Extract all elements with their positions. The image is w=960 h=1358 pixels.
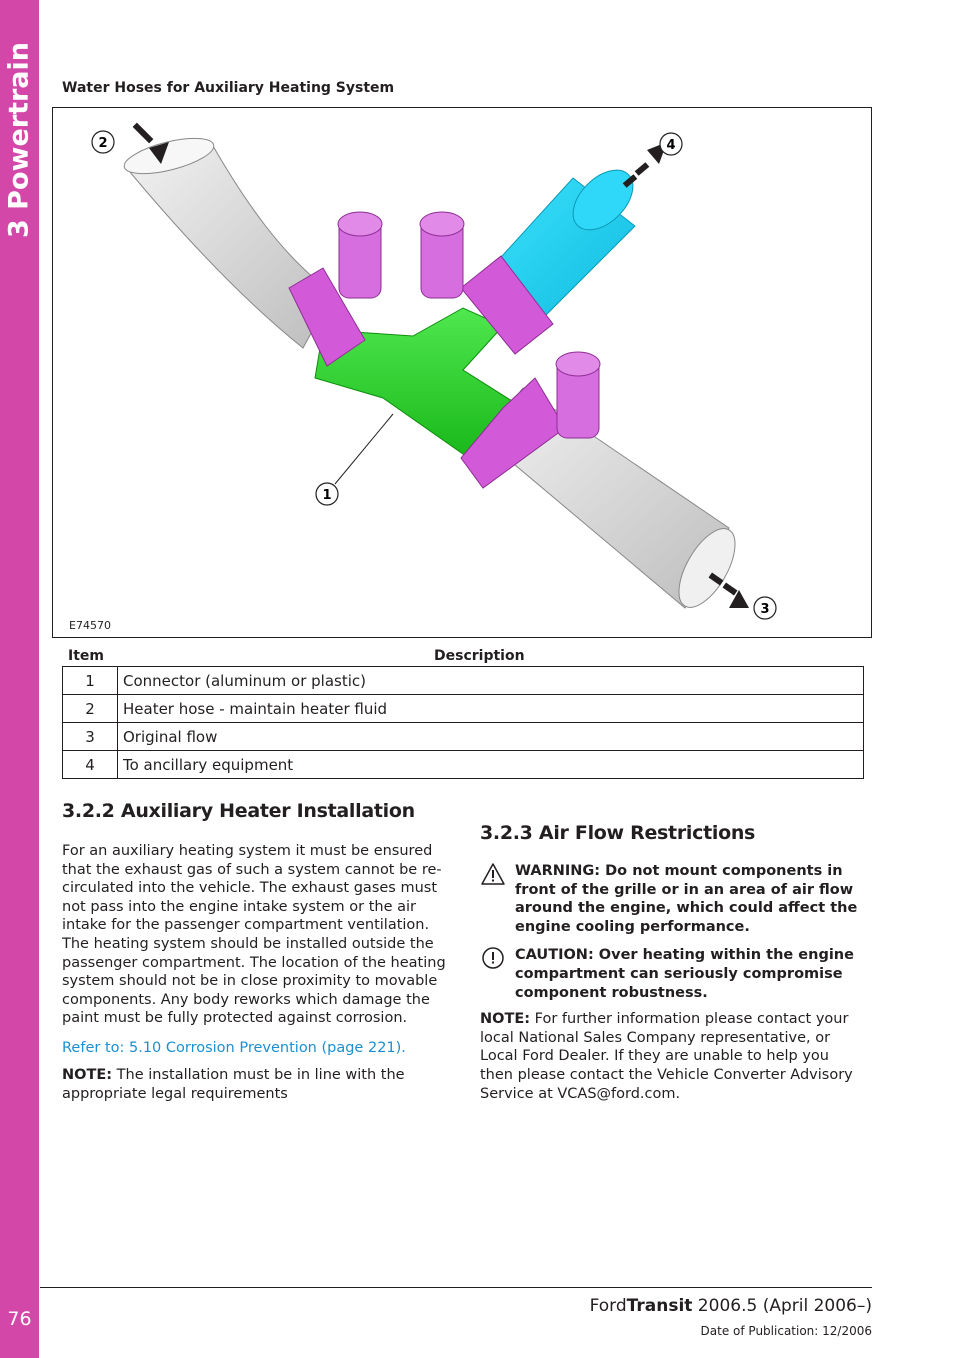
air-flow-section xyxy=(480,822,866,1103)
hose-diagram xyxy=(52,107,872,638)
note-text: For further information please contact your local National Sales Company representative, or Local Ford Dealer. If they are unable to help you then please contact the Vehicle Converter Advisory Service at VCAS@ford.com. xyxy=(480,1011,853,1102)
brand-suffix: 2006.5 (April 2006–) xyxy=(692,1296,872,1316)
publication-date: Date of Publication: 12/2006 xyxy=(700,1324,872,1338)
footer-divider xyxy=(40,1287,872,1288)
item-description: Heater hose - maintain heater fluid xyxy=(118,695,864,723)
table-header-item: Item xyxy=(68,648,104,664)
table-row xyxy=(63,723,864,751)
brand-model: Transit xyxy=(626,1296,693,1316)
item-number: 2 xyxy=(63,695,118,723)
callout-1-label: 1 xyxy=(322,488,332,503)
section-heading: 3.2.3 Air Flow Restrictions xyxy=(480,822,756,844)
page-number: 76 xyxy=(7,1308,32,1330)
installation-section xyxy=(62,800,450,1103)
corrosion-reference-link[interactable]: Refer to: 5.10 Corrosion Prevention (page 221). xyxy=(62,1039,406,1056)
warning-icon xyxy=(480,862,506,886)
item-number: 1 xyxy=(63,667,118,695)
flow-arrow-out-ancillary xyxy=(623,142,667,188)
table-header-description: Description xyxy=(434,648,525,664)
callout-4-label: 4 xyxy=(666,138,676,153)
callout-2-label: 2 xyxy=(98,136,108,151)
item-description: Original flow xyxy=(118,723,864,751)
item-description-table xyxy=(62,666,864,779)
warning-text: WARNING: Do not mount components in front of the grille or in an area of air flow around the engine, which could affect the engine cooling performance. xyxy=(515,863,858,935)
item-number: 3 xyxy=(63,723,118,751)
callout-3 xyxy=(754,597,776,619)
caution-icon xyxy=(480,946,506,970)
caution-text: CAUTION: Over heating within the engine compartment can seriously compromise component robustness. xyxy=(515,947,854,1001)
brand-prefix: Ford xyxy=(589,1296,627,1316)
chapter-side-tab xyxy=(0,0,39,1358)
warning-block xyxy=(480,862,866,936)
note-text: The installation must be in line with the appropriate legal requirements xyxy=(62,1066,405,1102)
installation-note xyxy=(62,1066,450,1103)
chapter-label: 3 Powertrain xyxy=(3,41,35,239)
table-row xyxy=(63,695,864,723)
footer-brand xyxy=(590,1296,872,1316)
hose-illustration xyxy=(53,108,871,637)
note-label: NOTE: xyxy=(480,1011,531,1028)
section-heading: 3.2.2 Auxiliary Heater Installation xyxy=(62,800,415,822)
callout-3-label: 3 xyxy=(760,602,770,617)
item-description: Connector (aluminum or plastic) xyxy=(118,667,864,695)
figure-title: Water Hoses for Auxiliary Heating System xyxy=(62,80,395,96)
figure-code: E74570 xyxy=(69,619,111,632)
air-flow-note xyxy=(480,1010,866,1103)
note-label: NOTE: xyxy=(62,1066,113,1083)
callout-2 xyxy=(92,131,114,153)
callout-leader xyxy=(335,414,393,484)
caution-block xyxy=(480,946,866,1002)
callout-1 xyxy=(316,483,338,505)
table-row xyxy=(63,751,864,779)
item-description: To ancillary equipment xyxy=(118,751,864,779)
installation-paragraph: For an auxiliary heating system it must be ensured that the exhaust gas of such a system cannot be re-circulated into the vehicle. The exhaust gases must not pass into the engine intake system or the air intake for the passenger compartment ventilation. The heating system should be installed outside the passenger compartment. The location of the heating system should not be in close proximity to movable components. Any body reworks which damage the paint must be fully protected against corrosion. xyxy=(62,843,446,1027)
upper-heater-hose xyxy=(121,131,333,348)
callout-4 xyxy=(660,133,682,155)
item-number: 4 xyxy=(63,751,118,779)
table-row xyxy=(63,667,864,695)
